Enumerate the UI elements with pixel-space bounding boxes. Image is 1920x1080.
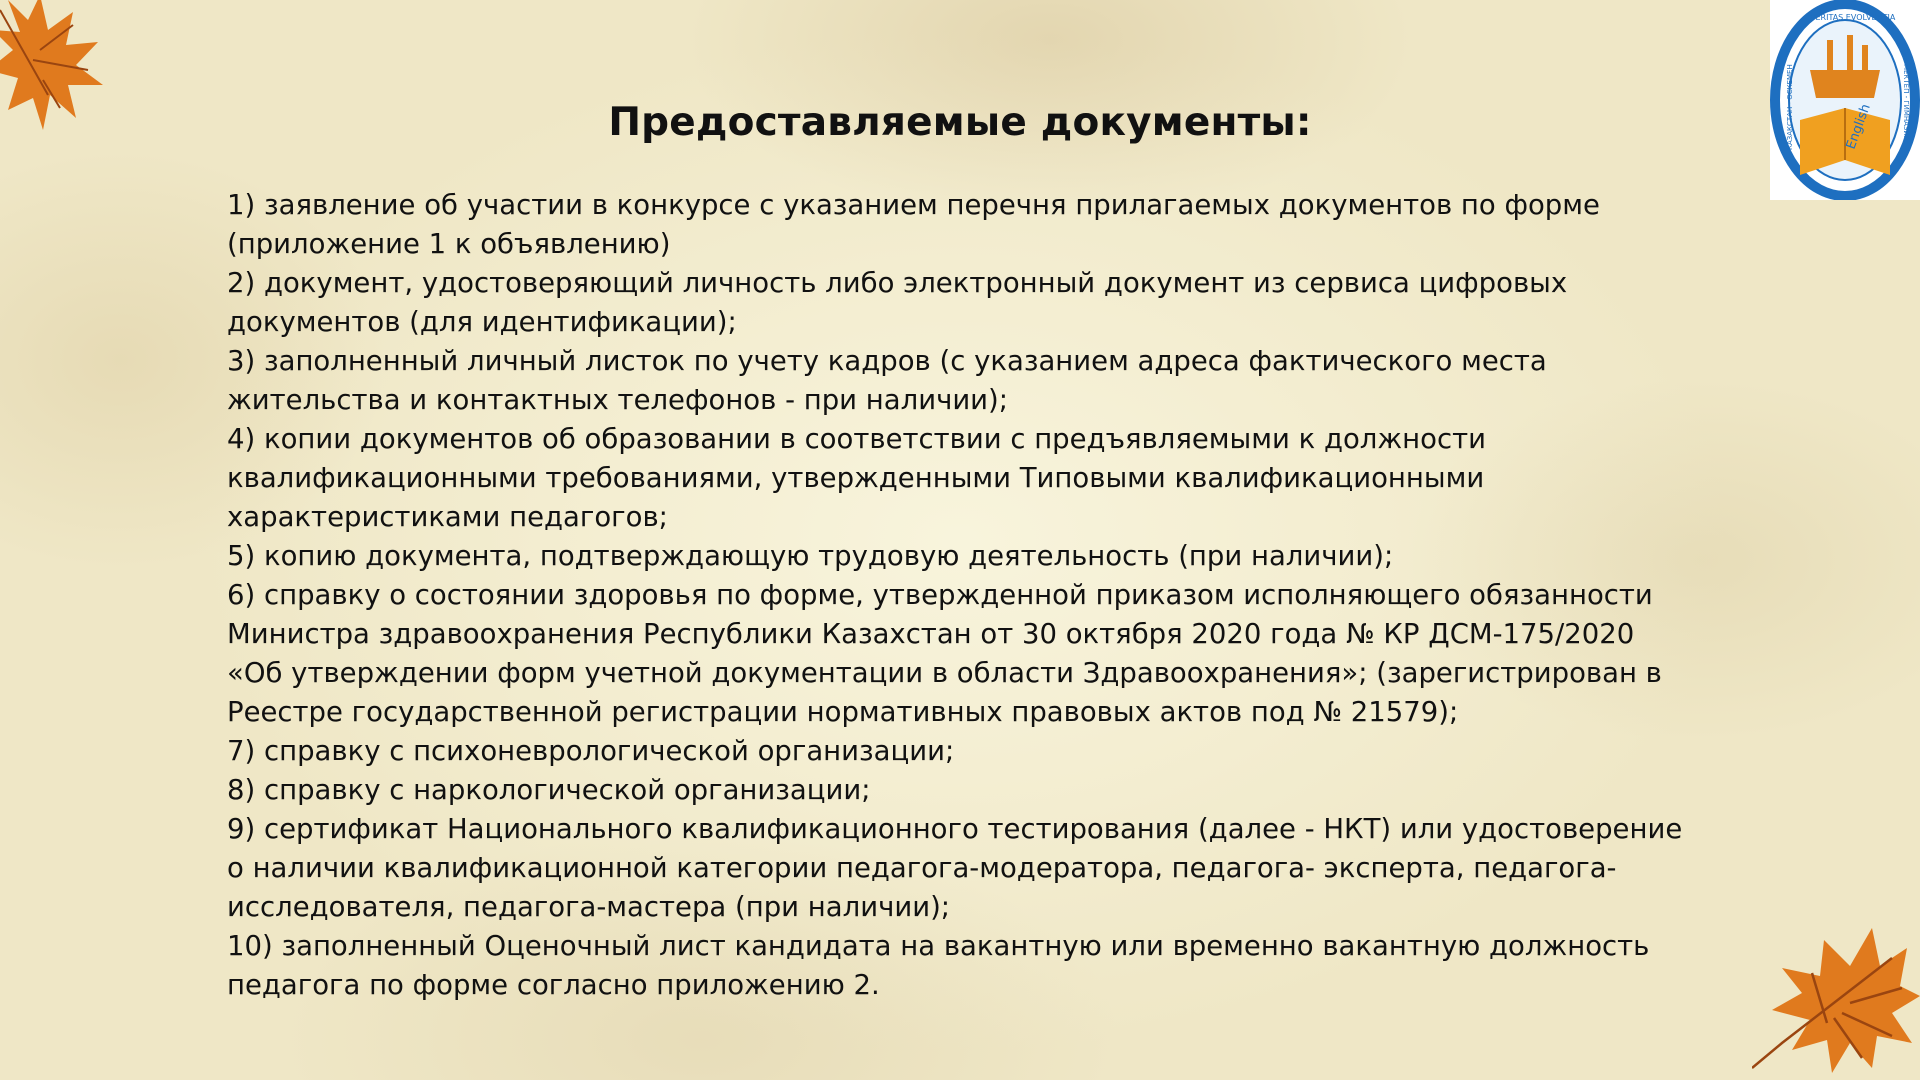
logo-left-text: КАЗАКСТАН - ОСКЕМЕН bbox=[1786, 64, 1794, 150]
list-item: 7) справку с психоневрологической организации; bbox=[227, 735, 955, 767]
list-item: 8) справку с наркологической организации; bbox=[227, 774, 871, 806]
list-item: 6) справку о состоянии здоровья по форме, утвержденной приказом исполняющего обязанности Министра здравоохранения Республики Казахстан от 30 октября 2020 года № КР ДСМ-175/2020 «Об утверждении форм учетной документации в области Здравоохранения»; (зарегистрирован в Реестре государственной регистрации нормативных правовых актов под № 21579); bbox=[227, 579, 1662, 728]
slide-title: Предоставляемые документы: bbox=[608, 100, 1312, 145]
list-item: 2) документ, удостоверяющий личность либо электронный документ из сервиса цифровых документов (для идентификации); bbox=[227, 267, 1568, 338]
list-item: 1) заявление об участии в конкурсе с указанием перечня прилагаемых документов по форме (приложение 1 к объявлению) bbox=[227, 189, 1600, 260]
list-item: 5) копию документа, подтверждающую трудовую деятельность (при наличии); bbox=[227, 540, 1394, 572]
list-item: 4) копии документов об образовании в соответствии с предъявляемыми к должности квалификационными требованиями, утвержденными Типовыми квалификационными характеристиками педагогов; bbox=[227, 423, 1486, 533]
logo-right-text: №8 МЕКТЕП - ГИМНАЗИЯ bbox=[1902, 50, 1910, 141]
list-item: 9) сертификат Национального квалификационного тестирования (далее - НКТ) или удостоверение о наличии квалификационной категории педагога-модератора, педагога- эксперта, педагога-исследователя, педагога-мастера (при наличии); bbox=[227, 813, 1683, 923]
logo-book-text: English bbox=[1843, 102, 1874, 152]
list-item: 3) заполненный личный листок по учету кадров (с указанием адреса фактического места жительства и контактных телефонов - при наличии); bbox=[227, 345, 1547, 416]
maple-leaf-icon bbox=[1752, 918, 1920, 1080]
document-list bbox=[227, 186, 1697, 1005]
logo-top-text: VERITAS EVOLVENTIA bbox=[1810, 13, 1896, 22]
list-item: 10) заполненный Оценочный лист кандидата на вакантную или временно вакантную должность педагога по форме согласно приложению 2. bbox=[227, 930, 1650, 1001]
